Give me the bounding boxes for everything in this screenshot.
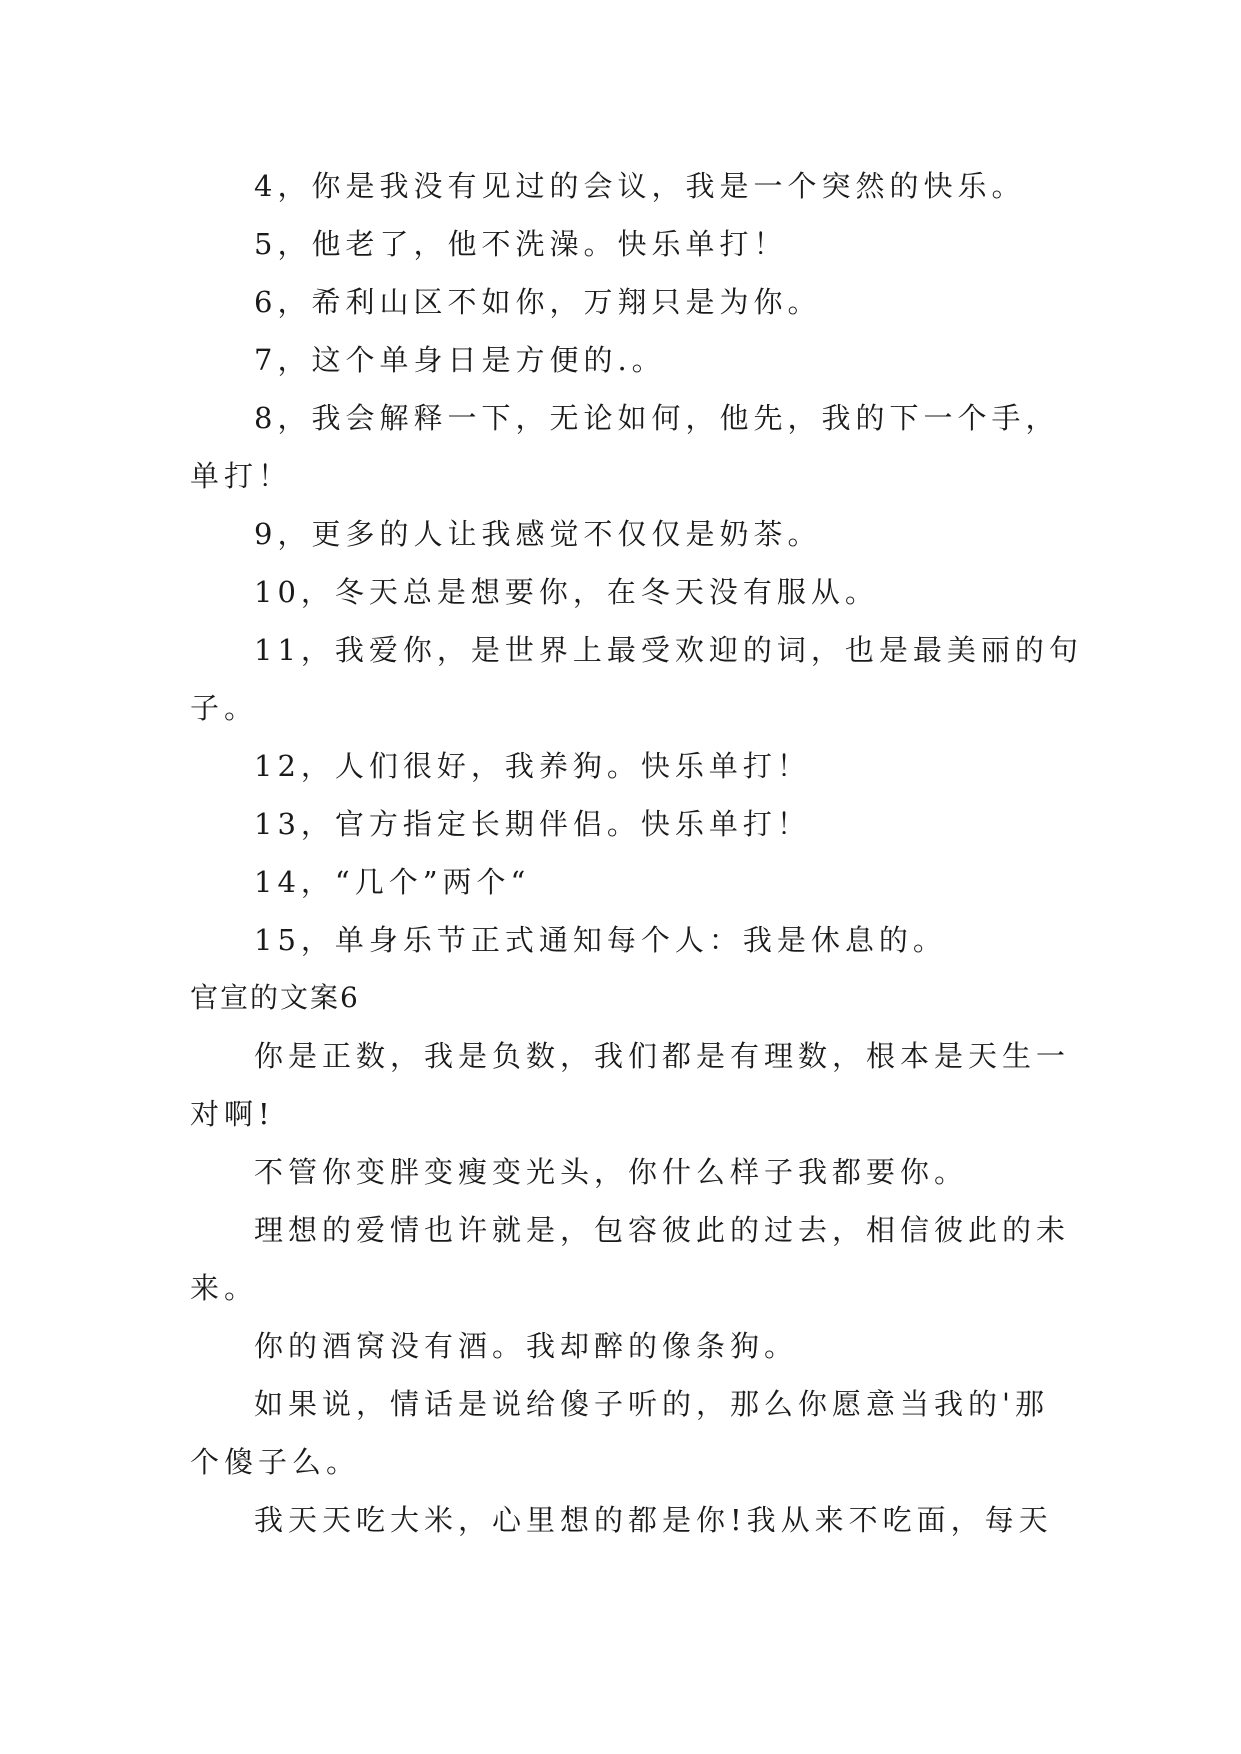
- text-line: 来。: [190, 1271, 259, 1305]
- text-line: 不管你变胖变瘦变光头，你什么样子我都要你。: [254, 1155, 969, 1189]
- text-line: 你是正数，我是负数，我们都是有理数，根本是天生一: [254, 1039, 1071, 1073]
- text-line: 你的酒窝没有酒。我却醉的像条狗。: [254, 1329, 799, 1363]
- text-line: 如果说，情话是说给傻子听的，那么你愿意当我的'那: [254, 1387, 1049, 1421]
- text-line: 对啊!: [190, 1097, 275, 1131]
- text-line: 8，我会解释一下，无论如何，他先，我的下一个手，: [254, 401, 1060, 435]
- text-line: 4，你是我没有见过的会议，我是一个突然的快乐。: [254, 169, 1026, 203]
- text-line: 我天天吃大米，心里想的都是你!我从来不吃面，每天: [254, 1503, 1053, 1537]
- text-line: 7，这个单身日是方便的.。: [254, 343, 666, 377]
- text-line: 6，希利山区不如你，万翔只是为你。: [254, 285, 822, 319]
- text-line: 11，我爱你，是世界上最受欢迎的词，也是最美丽的句: [254, 633, 1083, 667]
- text-line: 15，单身乐节正式通知每个人：我是休息的。: [254, 923, 947, 957]
- text-line: 14，“几个”两个“: [254, 865, 531, 899]
- text-line: 10，冬天总是想要你，在冬天没有服从。: [254, 575, 879, 609]
- section-heading: 官宣的文案6: [190, 981, 360, 1014]
- text-line: 单打！: [190, 459, 293, 493]
- document-body: [190, 157, 1083, 1549]
- text-line: 13，官方指定长期伴侣。快乐单打！: [254, 807, 811, 841]
- text-line: 子。: [190, 691, 259, 725]
- text-line: 9，更多的人让我感觉不仅仅是奶茶。: [254, 517, 822, 551]
- text-line: 12，人们很好，我养狗。快乐单打！: [254, 749, 811, 783]
- text-line: 5，他老了，他不洗澡。快乐单打！: [254, 227, 788, 261]
- text-line: 个傻子么。: [190, 1445, 361, 1479]
- text-line: 理想的爱情也许就是，包容彼此的过去，相信彼此的未: [254, 1213, 1071, 1247]
